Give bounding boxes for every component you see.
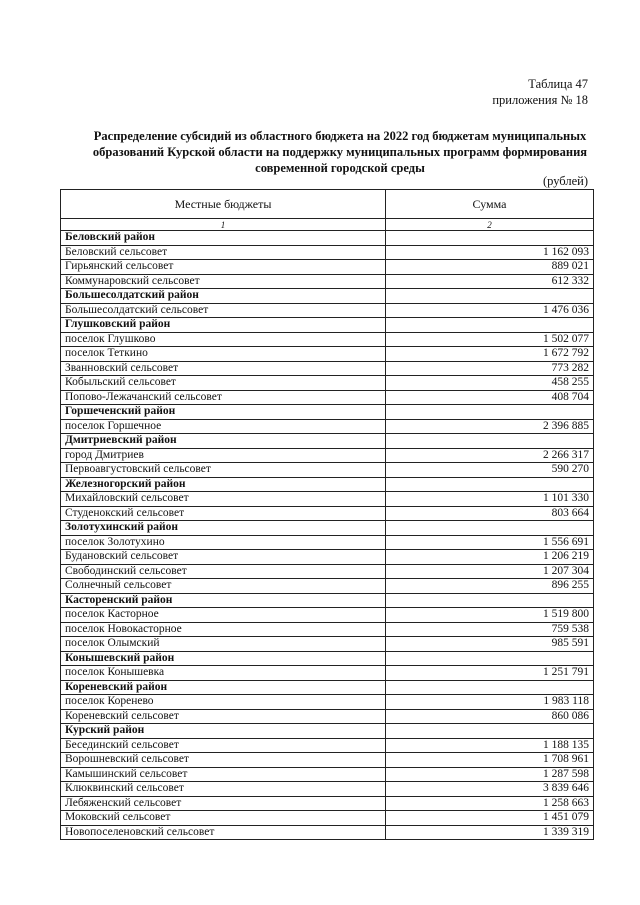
subsidy-sum [386, 651, 594, 666]
subsidy-sum: 860 086 [386, 709, 594, 724]
subsidy-sum: 1 672 792 [386, 347, 594, 362]
district-name: Касторенский район [61, 593, 386, 608]
table-row [61, 738, 594, 753]
appendix-number: приложения № 18 [492, 93, 588, 107]
budget-name: Камышинский сельсовет [61, 767, 386, 782]
subsidy-sum: 590 270 [386, 463, 594, 478]
table-row [61, 564, 594, 579]
table-row [61, 274, 594, 289]
subsidy-sum: 1 519 800 [386, 608, 594, 623]
table-row [61, 245, 594, 260]
subsidy-sum: 1 502 077 [386, 332, 594, 347]
budget-name: поселок Олымский [61, 637, 386, 652]
budget-name: Коммунаровский сельсовет [61, 274, 386, 289]
budget-name: Бесединский сельсовет [61, 738, 386, 753]
budget-name: Моковский сельсовет [61, 811, 386, 826]
document-header [492, 76, 588, 108]
subsidy-sum: 773 282 [386, 361, 594, 376]
table-row [61, 811, 594, 826]
subsidy-sum: 803 664 [386, 506, 594, 521]
district-name: Горшеченский район [61, 405, 386, 420]
subsidy-sum: 3 839 646 [386, 782, 594, 797]
table-row [61, 303, 594, 318]
subsidy-sum: 1 206 219 [386, 550, 594, 565]
district-row [61, 680, 594, 695]
table-number: Таблица 47 [528, 77, 588, 91]
subsidy-sum: 1 101 330 [386, 492, 594, 507]
budget-name: Ворошневский сельсовет [61, 753, 386, 768]
district-name: Дмитриевский район [61, 434, 386, 449]
table-row [61, 695, 594, 710]
district-name: Конышевский район [61, 651, 386, 666]
budget-name: поселок Глушково [61, 332, 386, 347]
budget-name: Солнечный сельсовет [61, 579, 386, 594]
subsidy-sum [386, 231, 594, 246]
budget-name: Кореневский сельсовет [61, 709, 386, 724]
subsidy-sum: 458 255 [386, 376, 594, 391]
budget-name: Гирьянский сельсовет [61, 260, 386, 275]
district-row [61, 318, 594, 333]
table-row [61, 260, 594, 275]
budget-name: Михайловский сельсовет [61, 492, 386, 507]
budget-name: поселок Коренево [61, 695, 386, 710]
subsidy-sum: 1 188 135 [386, 738, 594, 753]
subsidy-sum: 1 162 093 [386, 245, 594, 260]
district-row [61, 477, 594, 492]
column-number: 1 [61, 219, 386, 231]
table-row [61, 332, 594, 347]
budget-name: Будановский сельсовет [61, 550, 386, 565]
subsidy-sum: 1 251 791 [386, 666, 594, 681]
subsidy-sum: 1 556 691 [386, 535, 594, 550]
budget-name: поселок Золотухино [61, 535, 386, 550]
subsidy-sum [386, 318, 594, 333]
district-name: Железногорский район [61, 477, 386, 492]
table-row [61, 506, 594, 521]
table-row [61, 347, 594, 362]
district-row [61, 651, 594, 666]
table-row [61, 608, 594, 623]
budget-name: поселок Горшечное [61, 419, 386, 434]
budget-name: Беловский сельсовет [61, 245, 386, 260]
subsidy-sum: 1 258 663 [386, 796, 594, 811]
table-header-row [61, 190, 594, 219]
table-row [61, 492, 594, 507]
table-body [61, 231, 594, 840]
subsidy-sum: 2 266 317 [386, 448, 594, 463]
subsidy-sum [386, 680, 594, 695]
district-row [61, 521, 594, 536]
subsidy-sum [386, 521, 594, 536]
unit-label: (рублей) [542, 174, 588, 188]
budget-name: Попово-Лежачанский сельсовет [61, 390, 386, 405]
table-row [61, 753, 594, 768]
budget-name: Званновский сельсовет [61, 361, 386, 376]
district-name: Глушковский район [61, 318, 386, 333]
subsidy-sum: 1 339 319 [386, 825, 594, 840]
subsidy-sum: 985 591 [386, 637, 594, 652]
table-row [61, 419, 594, 434]
table-row [61, 579, 594, 594]
subsidy-table [60, 189, 594, 840]
subsidy-sum: 1 287 598 [386, 767, 594, 782]
subsidy-sum: 2 396 885 [386, 419, 594, 434]
district-name: Курский район [61, 724, 386, 739]
budget-name: Большесолдатский сельсовет [61, 303, 386, 318]
table-row [61, 666, 594, 681]
district-name: Кореневский район [61, 680, 386, 695]
subsidy-sum [386, 289, 594, 304]
title-line: образований Курской области на поддержку муниципальных программ формирования [92, 145, 588, 159]
table-row [61, 550, 594, 565]
table-row [61, 796, 594, 811]
table-row [61, 767, 594, 782]
subsidy-sum: 1 476 036 [386, 303, 594, 318]
budget-name: Свободинский сельсовет [61, 564, 386, 579]
budget-name: поселок Конышевка [61, 666, 386, 681]
subsidy-sum [386, 405, 594, 420]
subsidy-sum: 1 983 118 [386, 695, 594, 710]
district-name: Беловский район [61, 231, 386, 246]
budget-name: поселок Касторное [61, 608, 386, 623]
table-row [61, 825, 594, 840]
district-row [61, 289, 594, 304]
column-number-row [61, 219, 594, 231]
subsidy-sum [386, 724, 594, 739]
budget-name: Кобыльский сельсовет [61, 376, 386, 391]
document-title [60, 128, 620, 176]
budget-name: поселок Новокасторное [61, 622, 386, 637]
budget-name: Клюквинский сельсовет [61, 782, 386, 797]
column-number: 2 [386, 219, 594, 231]
subsidy-sum: 1 451 079 [386, 811, 594, 826]
title-line: Распределение субсидий из областного бюджета на 2022 год бюджетам муниципальных [93, 129, 587, 143]
column-header-budgets: Местные бюджеты [61, 190, 386, 219]
subsidy-sum: 408 704 [386, 390, 594, 405]
column-header-sum: Сумма [386, 190, 594, 219]
budget-name: Лебяженский сельсовет [61, 796, 386, 811]
table-row [61, 782, 594, 797]
subsidy-sum [386, 593, 594, 608]
budget-name: Студенокский сельсовет [61, 506, 386, 521]
subsidy-sum: 896 255 [386, 579, 594, 594]
subsidy-sum [386, 477, 594, 492]
budget-name: Первоавгустовский сельсовет [61, 463, 386, 478]
budget-name: Новопоселеновский сельсовет [61, 825, 386, 840]
subsidy-sum: 612 332 [386, 274, 594, 289]
table-row [61, 463, 594, 478]
title-line: современной городской среды [255, 161, 425, 175]
subsidy-sum: 1 207 304 [386, 564, 594, 579]
subsidy-sum: 889 021 [386, 260, 594, 275]
table-row [61, 622, 594, 637]
district-row [61, 405, 594, 420]
subsidy-sum: 1 708 961 [386, 753, 594, 768]
table-row [61, 361, 594, 376]
district-row [61, 593, 594, 608]
district-row [61, 231, 594, 246]
table-row [61, 376, 594, 391]
subsidy-sum: 759 538 [386, 622, 594, 637]
table-row [61, 637, 594, 652]
table-row [61, 390, 594, 405]
table-row [61, 709, 594, 724]
budget-name: поселок Теткино [61, 347, 386, 362]
subsidy-sum [386, 434, 594, 449]
district-name: Большесолдатский район [61, 289, 386, 304]
district-row [61, 724, 594, 739]
table-row [61, 448, 594, 463]
table-row [61, 535, 594, 550]
budget-name: город Дмитриев [61, 448, 386, 463]
district-row [61, 434, 594, 449]
district-name: Золотухинский район [61, 521, 386, 536]
